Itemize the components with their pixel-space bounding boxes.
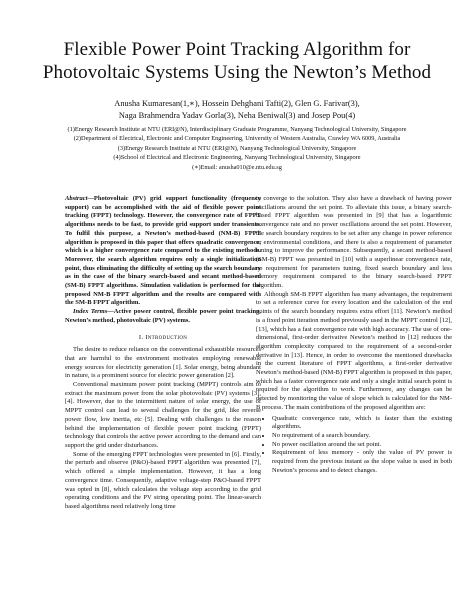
- affiliation-list: [12, 125, 462, 172]
- title-line: Flexible Power Point Tracking Algorithm for: [63, 39, 411, 60]
- body-paragraph: Some of the emerging FPPT technologies were presented in [6]. Firstly, the perturb and observe (P&O)-based FPPT algorithm was presented [7], which offered a simple implementation. However, it has a long convergence time. Consequently, adaptive voltage-step P&O-based FPPT was opted in [8], which calculates the voltage step according to the grid operating conditions and the PV string operating point. The linear-search based algorithms need relatively long time: [65, 450, 261, 510]
- contribution-item: • No requirement of a search boundary.: [272, 432, 452, 441]
- affiliation-line: (4)School of Electrical and Electronic Engineering, Nanyang Technological University, Singapore: [113, 154, 361, 162]
- affiliation-line: (1)Energy Research Institute at NTU (ERI@N), Interdisciplinary Graduate Programme, Nanyang Technological University, Singapore: [67, 126, 407, 133]
- body-paragraph: to converge to the solution. They also have a drawback of having power oscillations around the set point. To alleviate this issue, a binary search-based FPPT algorithm was presented in [9] that has a logarithmic convergence rate and no power oscillations around the set point. However, the search boundary requires to be set after any change in power reference or environmental conditions, and there is also a requirement of parameter tuning to improve the performance. Subsequently, a secant method-based (SM-B) FPPT was presented in [10] with a superlinear convergence rate, no requirement for parameters tuning, fixed search boundary and less memory requirement compared to the binary search-based FPPT algorithm.: [256, 195, 452, 290]
- author-list: [20, 98, 454, 122]
- contribution-item: • Quadratic convergence rate, which is faster than the existing algorithms.: [272, 415, 452, 432]
- index-terms-label: Index Terms: [73, 308, 108, 316]
- abstract-label: Abstract: [65, 195, 88, 202]
- contribution-item: • Requirement of less memory - only the value of PV power is required from the previous instant as the slope value is used in both Newton’s process and to detect changes.: [272, 449, 452, 475]
- affiliation-email: (∗)Email: anusha010@e.ntu.edu.sg: [192, 163, 282, 171]
- body-paragraph: Conventional maximum power point tracking (MPPT) controls aim to extract the maximum power from the solar photovoltaic (PV) systems [3], [4]. However, due to the intermittent nature of solar energy, the use of MPPT control can lead to several challenges for the grid, like reverse power flow, low inertia, etc [5]. Dealing with challenges is the reason behind the implementation of flexible power point tracking (FPPT) technology that controls the active power according to the demand and can support the grid under disturbances.: [65, 381, 261, 449]
- title-line: Photovoltaic Systems Using the Newton’s Method: [42, 62, 432, 83]
- abstract-text: —Photovoltaic (PV) grid support functionality (frequency support) can be accomplished with the aid of flexible power point tracking (FPPT) technology. However, the convergence rate of FPPT algorithms needs to be fast, to provide grid support under transients. To fulfil this purpose, a Newton’s method-based (NM-B) FPPT algorithm is proposed in this paper that offers quadratic convergence, which is a higher convergence rate compared to the existing methods. Moreover, the search algorithm requires only a single initialization point, thus eliminating the difficulty of setting up the search boundary as in the case of the binary search-based and secant method-based (SM-B) FPPT algorithms. Simulation validation is performed for the proposed NM-B FPPT algorithm and the results are compared with the SM-B FPPT algorithm.: [65, 195, 261, 307]
- author-line: Anusha Kumaresan(1,∗), Hossein Dehghani Tafti(2), Glen G. Farivar(3),: [114, 99, 360, 108]
- affiliation-line: (3)Energy Research Institute at NTU (ERI@N), Nanyang Technological University, Singapore: [117, 144, 357, 152]
- abstract: [65, 195, 261, 308]
- body-paragraph: Although SM-B FPPT algorithm has many advantages, the requirement to set a reference curve for every location and the calculation of the end points of the search boundary requires extra effort [11]. Newton’s method is a fixed point iteration method previously used in the MPPT control [12], [13], which has a fast convergence rate with high accuracy. The use of one-dimensional, first-order derivative Newton’s method in [12] reduces the algorithm complexity compared to the requirement of a second-order derivative in [13]. Hence, in order to overcome the mentioned drawbacks in the current literature of FPPT algorithms, a first-order derivative Newton’s method-based (NM-B) FPPT algorithm is proposed in this paper, which has a faster convergence rate and only a single initial search point is required for the algorithm to work. Furthermore, any changes can be detected by monitoring the value of slope which is calculated for the NM-B process. The main contributions of the proposed algorithm are:: [256, 290, 452, 411]
- index-terms: [65, 308, 261, 325]
- section-heading: I. Introduction: [138, 333, 188, 341]
- author-line: Naga Brahmendra Yadav Gorla(3), Neha Beniwal(3) and Josep Pou(4): [118, 111, 356, 120]
- contribution-list: [256, 415, 452, 476]
- contribution-item: • No power oscillation around the set point.: [272, 441, 452, 450]
- affiliation-line: (2)Department of Electrical, Electronic and Computer Engineering, University of Western Australia, Crawley WA 6009, Australia: [73, 135, 401, 143]
- body-paragraph: The desire to reduce reliance on the conventional exhaustible resources that are harmful to the environment motivates employing renewable energy sources for electricity generation [1]. Solar energy, being abundant in nature, is a prominent source for electric power generation [2].: [65, 346, 261, 380]
- index-terms-text: —Active power control, flexible power point tracking, Newton’s method, photovoltaic (PV) systems.: [65, 308, 262, 324]
- right-column: [256, 195, 452, 476]
- paper-title: [30, 38, 444, 84]
- left-column: [65, 195, 261, 512]
